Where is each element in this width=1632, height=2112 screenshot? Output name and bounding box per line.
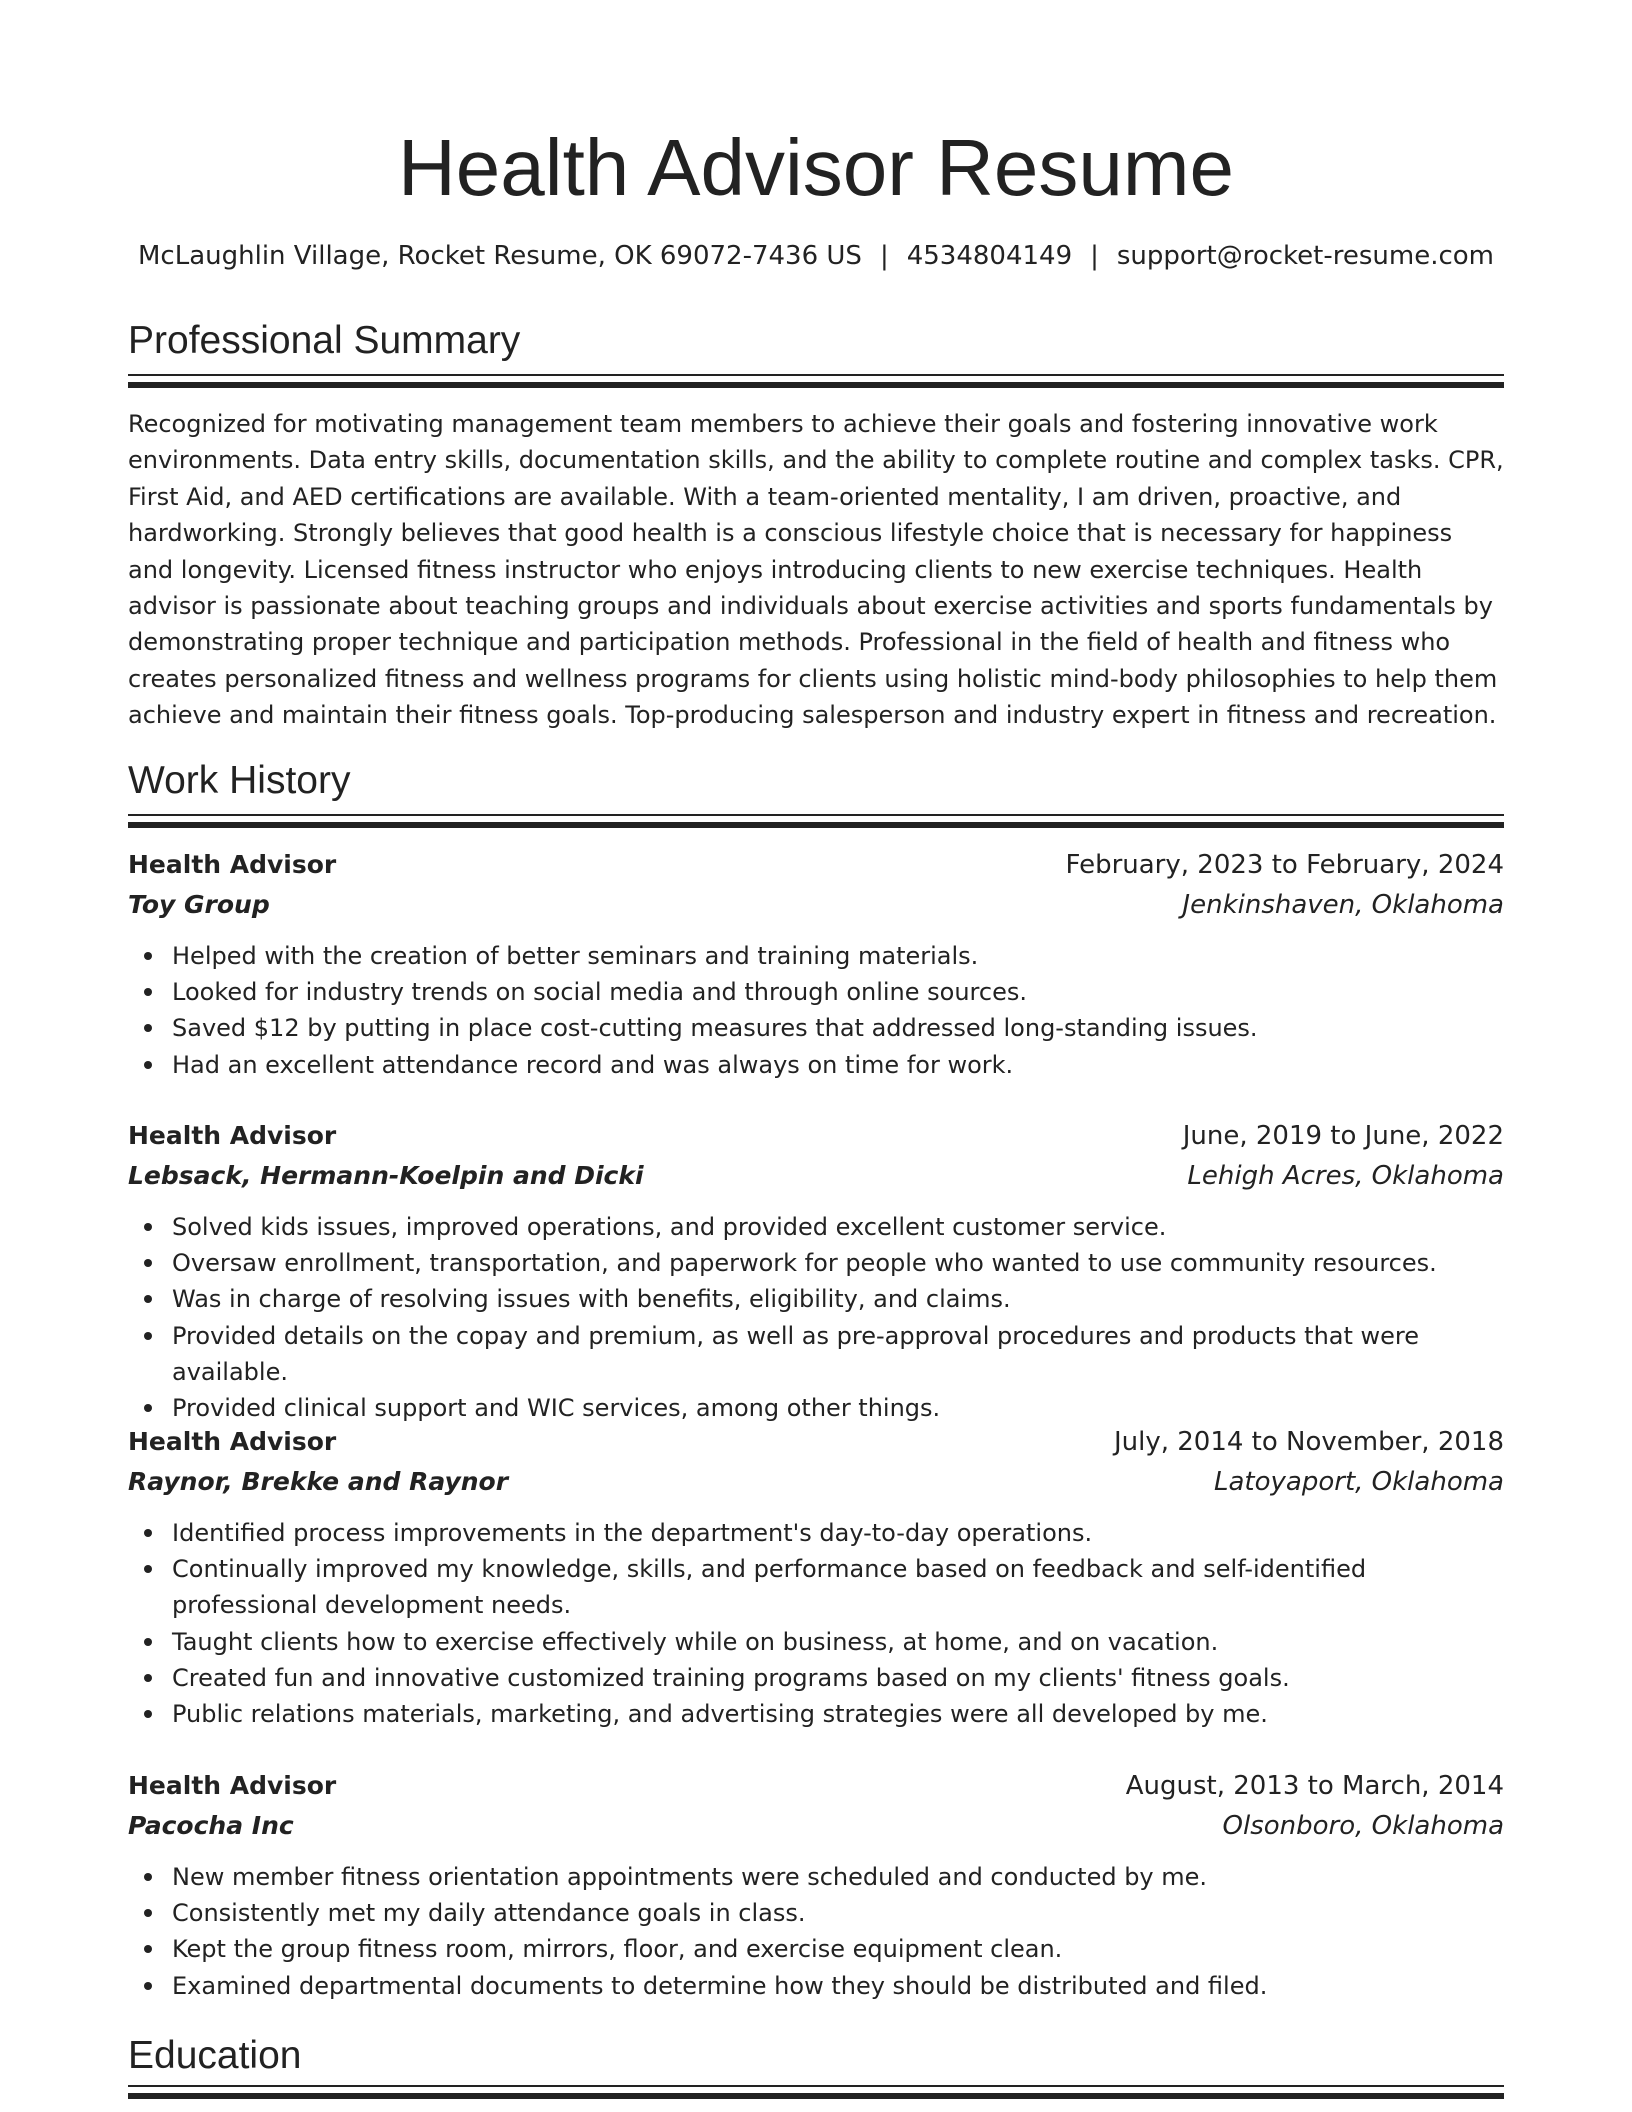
job-entry bbox=[128, 846, 1504, 1083]
job-dates: February, 2023 to February, 2024 bbox=[1065, 850, 1504, 880]
section-divider bbox=[128, 374, 1504, 386]
job-company: Raynor, Brekke and Raynor bbox=[128, 1467, 509, 1496]
list-item: Saved $12 by putting in place cost-cutting measures that addressed long-standing issues. bbox=[172, 1010, 1504, 1046]
job-company-row bbox=[128, 1807, 1504, 1847]
job-dates: August, 2013 to March, 2014 bbox=[1125, 1771, 1504, 1801]
job-company: Toy Group bbox=[128, 890, 270, 919]
job-header-row bbox=[128, 1423, 1504, 1463]
job-company: Pacocha Inc bbox=[128, 1811, 294, 1840]
job-location: Latoyaport, Oklahoma bbox=[1214, 1467, 1504, 1497]
job-location: Olsonboro, Oklahoma bbox=[1222, 1811, 1504, 1841]
list-item: Provided clinical support and WIC services, among other things. bbox=[172, 1390, 1504, 1426]
list-item: Was in charge of resolving issues with benefits, eligibility, and claims. bbox=[172, 1281, 1504, 1317]
section-title-work: Work History bbox=[128, 759, 351, 802]
list-item: Solved kids issues, improved operations, and provided excellent customer service. bbox=[172, 1209, 1504, 1245]
list-item: Oversaw enrollment, transportation, and paperwork for people who wanted to use community resources. bbox=[172, 1245, 1504, 1281]
job-dates: July, 2014 to November, 2018 bbox=[1113, 1427, 1504, 1457]
job-bullets bbox=[128, 1209, 1504, 1426]
list-item: Provided details on the copay and premium, as well as pre-approval procedures and products that were available. bbox=[172, 1318, 1504, 1390]
job-location: Jenkinshaven, Oklahoma bbox=[1182, 890, 1504, 920]
contact-address: McLaughlin Village, Rocket Resume, OK 69072-7436 US bbox=[138, 241, 862, 271]
job-title: Health Advisor bbox=[128, 1427, 337, 1456]
section-title-summary: Professional Summary bbox=[128, 319, 521, 362]
section-header-work bbox=[128, 756, 1504, 826]
job-company-row bbox=[128, 1157, 1504, 1197]
list-item: Looked for industry trends on social media and through online sources. bbox=[172, 974, 1504, 1010]
section-header-education bbox=[128, 2031, 1504, 2097]
job-location: Lehigh Acres, Oklahoma bbox=[1187, 1161, 1504, 1191]
contact-phone: 4534804149 bbox=[906, 241, 1073, 271]
section-header-summary bbox=[128, 316, 1504, 386]
list-item: Examined departmental documents to determine how they should be distributed and filed. bbox=[172, 1968, 1504, 2004]
list-item: Created fun and innovative customized training programs based on my clients' fitness goals. bbox=[172, 1660, 1504, 1696]
list-item: Helped with the creation of better seminars and training materials. bbox=[172, 938, 1504, 974]
list-item: Had an excellent attendance record and was always on time for work. bbox=[172, 1047, 1504, 1083]
job-bullets bbox=[128, 1515, 1504, 1732]
job-header-row bbox=[128, 846, 1504, 886]
list-item: Public relations materials, marketing, and advertising strategies were all developed by me. bbox=[172, 1696, 1504, 1732]
section-title-education: Education bbox=[128, 2034, 302, 2077]
contact-line bbox=[128, 238, 1504, 274]
job-company-row bbox=[128, 886, 1504, 926]
job-bullets bbox=[128, 938, 1504, 1083]
contact-email: support@rocket-resume.com bbox=[1116, 241, 1494, 271]
job-entry bbox=[128, 1117, 1504, 1426]
section-divider bbox=[128, 814, 1504, 826]
list-item: Taught clients how to exercise effectively while on business, at home, and on vacation. bbox=[172, 1624, 1504, 1660]
contact-separator: | bbox=[1090, 241, 1099, 271]
list-item: Consistently met my daily attendance goals in class. bbox=[172, 1895, 1504, 1931]
summary-text: Recognized for motivating management team members to achieve their goals and fostering innovative work environments. Data entry skills, documentation skills, and the ability to complete routine and complex tasks. CPR, First Aid, and AED certifications are available. With a team-oriented mentality, I am driven, proactive, and hardworking. Strongly believes that good health is a conscious lifestyle choice that is necessary for happiness and longevity. Licensed fitness instructor who enjoys introducing clients to new exercise techniques. Health advisor is passionate about teaching groups and individuals about exercise activities and sports fundamentals by demonstrating proper technique and participation methods. Professional in the field of health and fitness who creates personalized fitness and wellness programs for clients using holistic mind-body philosophies to help them achieve and maintain their fitness goals. Top-producing salesperson and industry expert in fitness and recreation. bbox=[128, 410, 1504, 730]
job-title: Health Advisor bbox=[128, 850, 337, 879]
job-entry bbox=[128, 1767, 1504, 2004]
section-divider bbox=[128, 2085, 1504, 2097]
list-item: New member fitness orientation appointments were scheduled and conducted by me. bbox=[172, 1859, 1504, 1895]
list-item: Continually improved my knowledge, skills, and performance based on feedback and self-identified professional development needs. bbox=[172, 1551, 1504, 1623]
list-item: Identified process improvements in the department's day-to-day operations. bbox=[172, 1515, 1504, 1551]
contact-separator: | bbox=[879, 241, 889, 271]
job-header-row bbox=[128, 1117, 1504, 1157]
resume-title: Health Advisor Resume bbox=[398, 123, 1234, 212]
list-item: Kept the group fitness room, mirrors, floor, and exercise equipment clean. bbox=[172, 1931, 1504, 1967]
job-entry bbox=[128, 1423, 1504, 1732]
job-bullets bbox=[128, 1859, 1504, 2004]
job-company: Lebsack, Hermann-Koelpin and Dicki bbox=[128, 1161, 644, 1190]
job-dates: June, 2019 to June, 2022 bbox=[1182, 1121, 1504, 1151]
job-company-row bbox=[128, 1463, 1504, 1503]
job-title: Health Advisor bbox=[128, 1121, 337, 1150]
job-header-row bbox=[128, 1767, 1504, 1807]
job-title: Health Advisor bbox=[128, 1771, 337, 1800]
